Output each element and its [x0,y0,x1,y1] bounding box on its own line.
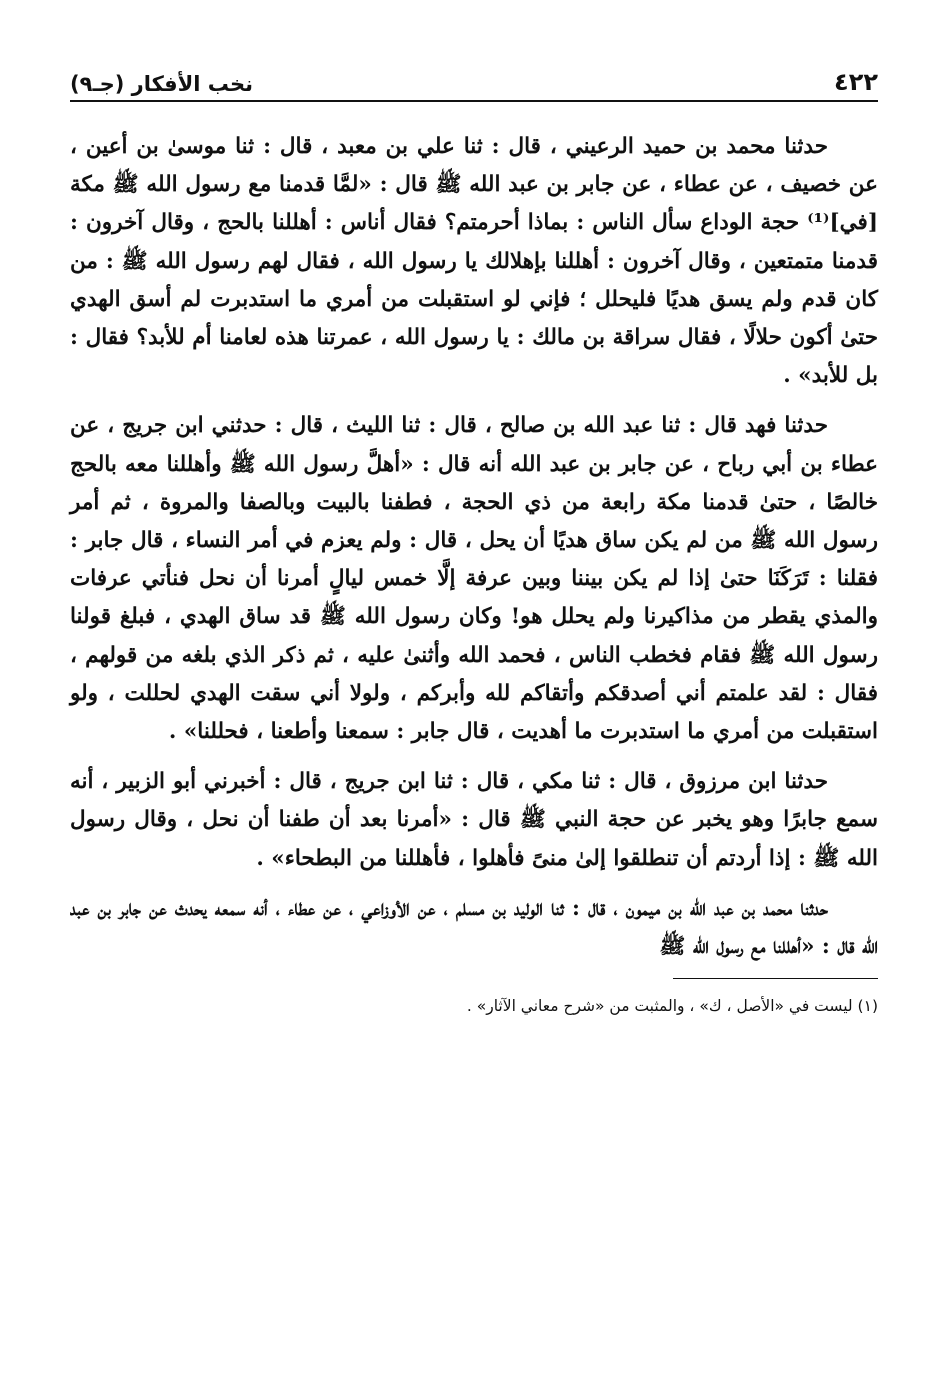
footnote: (١) ليست في «الأصل ، ك» ، والمثبت من «شرح معاني الآثار» . [466,997,878,1016]
book-page [70,52,878,1017]
body-text [70,128,878,966]
page-header [70,52,878,102]
paragraph-1: حدثنا محمد بن حميد الرعيني ، قال : ثنا علي بن معبد ، قال : ثنا موسىٰ بن أعين ، عن خصيف ، عن عطاء ، عن جابر بن عبد الله ﷺ قال : «لمَّا قدمنا مع رسول الله ﷺ مكة [في]⁽¹⁾ حجة الوداع سأل الناس : بماذا أحرمتم؟ فقال أناس : أهللنا بالحج ، وقال آخرون : قدمنا متمتعين ، وقال آخرون : أهللنا بإهلالك يا رسول الله ، فقال لهم رسول الله ﷺ : من كان قدم ولم يسق هديًا فليحلل ؛ فإني لو استقبلت من أمري ما استدبرت لم أسق الهدي حتىٰ أكون حلالًا ، فقال سراقة بن مالك : يا رسول الله ، عمرتنا هذه لعامنا أم للأبد؟ فقال : بل للأبد» . [70,134,878,389]
paragraph-3: حدثنا ابن مرزوق ، قال : ثنا مكي ، قال : ثنا ابن جريج ، قال : أخبرني أبو الزبير ، أنه سمع جابرًا وهو يخبر عن حجة النبي ﷺ قال : «أمرنا بعد أن طفنا أن نحل ، وقال رسول الله ﷺ : إذا أردتم أن تنطلقوا إلىٰ منىً فأهلوا ، فأهللنا من البطحاء» . [70,769,878,871]
footnote-divider [673,978,878,979]
paragraph-2: حدثنا فهد قال : ثنا عبد الله بن صالح ، قال : ثنا الليث ، قال : حدثني ابن جريج ، عن عطاء بن أبي رباح ، عن جابر بن عبد الله أنه قال : «أهلَّ رسول الله ﷺ وأهللنا معه بالحج خالصًا ، حتىٰ قدمنا مكة رابعة من ذي الحجة ، فطفنا بالبيت وبالصفا والمروة ، ثم أمر رسول الله ﷺ من لم يكن ساق هديًا أن يحل ، قال : ولم يعزم في أمر النساء ، قال جابر : فقلنا : تَرَكَنَا حتىٰ إذا لم يكن بيننا وبين عرفة إلَّا خمس ليالٍ أمرنا أن نحل فنأتي عرفات والمذي يقطر من مذاكيرنا ولم يحلل هو! وكان رسول الله ﷺ قد ساق الهدي ، فبلغ قولنا رسول الله ﷺ فقام فخطب الناس ، فحمد الله وأثنىٰ عليه ، ثم ذكر الذي بلغه من قولهم ، فقال : لقد علمتم أني أصدقكم وأتقاكم لله وأبركم ، ولولا أني سقت الهدي لحللت ، ولو استقبلت من أمري ما استدبرت ما أهديت ، قال جابر : سمعنا وأطعنا ، فحللنا» . [70,413,878,745]
running-title: نخب الأفكار (جـ٩) [70,72,253,96]
page-number: ٤٢٢ [834,68,878,96]
paragraph-4: حدثنا محمد بن عبد الله بن ميمون ، قال : ثنا الوليد بن مسلم ، عن الأوزاعي ، عن عطاء ، أنه سمعه يحدث عن جابر بن عبد الله قال : «أهللنا مع رسول الله ﷺ [70,895,878,960]
